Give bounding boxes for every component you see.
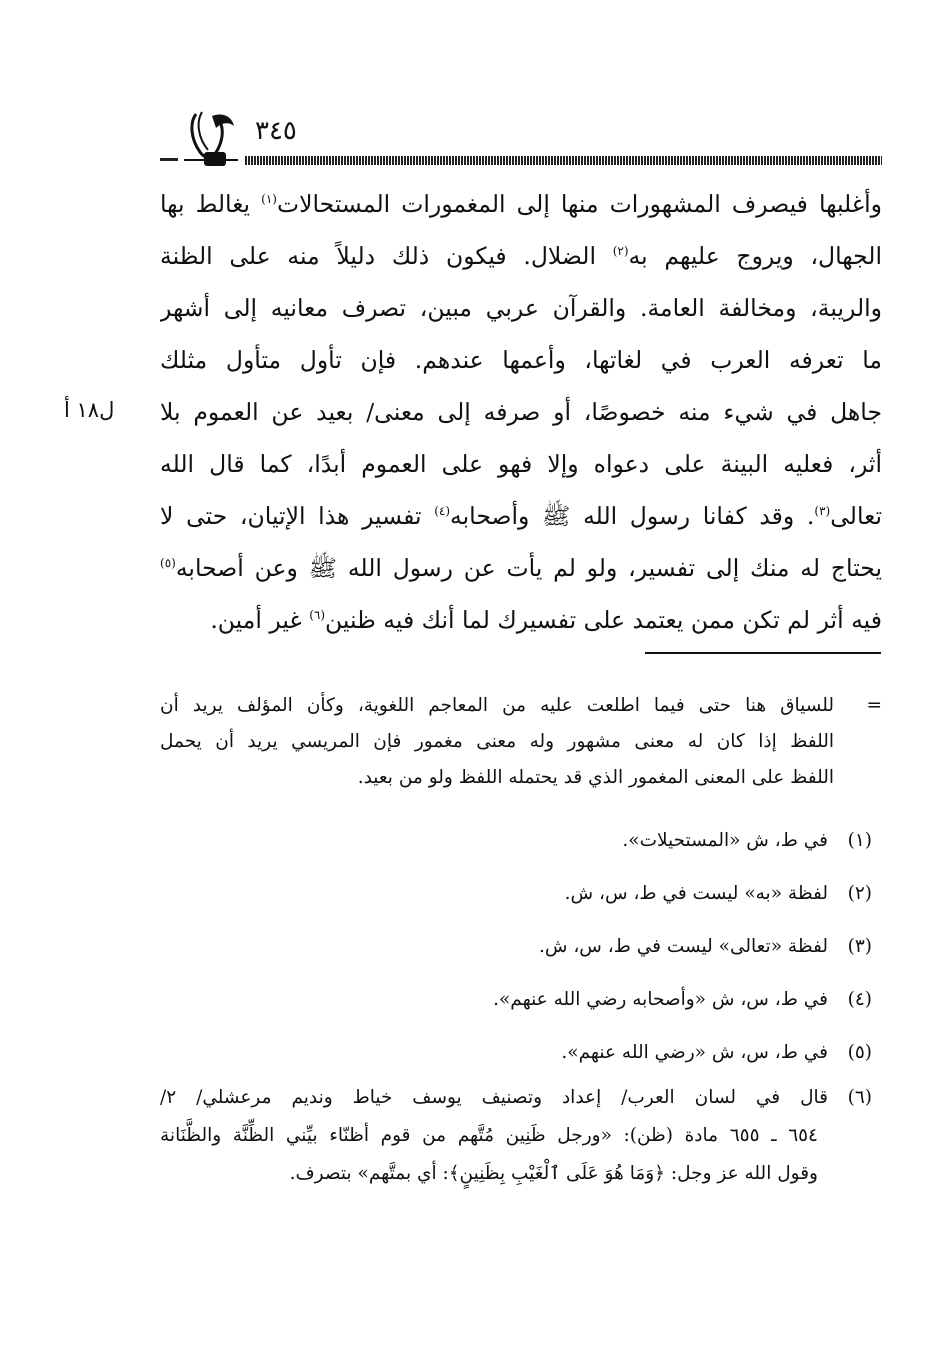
text-segment: وأغلبها فيصرف المشهورات منها إلى المغمورات المستحالات — [276, 190, 882, 218]
footnote-text: في ط، س، ش «رضي الله عنهم». — [561, 1042, 828, 1063]
footnote-text: في ط، ش «المستحيلات». — [622, 830, 828, 851]
quill-inkwell-icon — [182, 108, 240, 168]
footnote-text: لفظة «تعالى» ليست في ط، س، ش. — [538, 936, 828, 957]
text-line — [160, 490, 882, 542]
footnote-item — [160, 1026, 882, 1079]
footnote-item — [160, 1079, 882, 1193]
header-rule-left — [160, 158, 178, 161]
footnote-number: (٦) — [847, 1087, 872, 1108]
text-segment: غير أمين. — [210, 606, 302, 634]
text-line: ما تعرفه العرب في لغاتها، وأعمها عندهم. فإن تأول متأول مثلك — [160, 346, 882, 374]
continuation-marker: = — [866, 695, 882, 716]
footnote-line: اللفظ إذا كان له معنى مشهور وله معنى مغمور فإن المريسي يريد أن يحمل — [160, 731, 834, 752]
footnote-item — [160, 920, 882, 973]
text-line: جاهل في شيء منه خصوصًا، أو صرفه إلى معنى/ بعيد عن العموم بلا — [160, 398, 882, 426]
footnote-item — [160, 814, 882, 867]
footnote-marker: (٤) — [434, 504, 451, 519]
footnote-line: للسياق هنا حتى فيما اطلعت عليه من المعاجم اللغوية، وكأن المؤلف يريد أن — [160, 695, 834, 716]
page-number: ٣٤٥ — [255, 116, 297, 146]
footnotes — [160, 688, 882, 1193]
text-line: والريبة، ومخالفة العامة. والقرآن عربي مبين، تصرف معانيه إلى أشهر — [160, 294, 882, 322]
footnote-marker: (٣) — [814, 504, 831, 519]
text-segment: يغالط بها — [160, 190, 251, 218]
footnote-marker: (٢) — [612, 244, 629, 259]
text-line — [160, 542, 882, 594]
footnote-separator — [645, 652, 881, 654]
text-segment: يحتاج له منك إلى تفسير، ولو لم يأت عن رسول الله ﷺ وعن أصحابه — [175, 554, 882, 582]
manuscript-folio-note: ل١٨ أ — [64, 398, 115, 422]
text-segment: فيه أثر لم تكن ممن يعتمد على تفسيرك لما أنك فيه ظنين — [325, 606, 882, 634]
footnote-number: (٤) — [847, 989, 872, 1010]
footnote-text: في ط، س، ش «وأصحابه رضي الله عنهم». — [493, 989, 828, 1010]
footnote-line: ٦٥٤ ـ ٦٥٥ مادة (ظن): «ورجل ظَنِين مُتَّهم من قوم أظنّاء بيِّني الظِّنَّة والظَّنَانة — [160, 1125, 818, 1146]
footnote-marker: (٦) — [309, 608, 326, 623]
footnote-marker: (١) — [261, 192, 277, 207]
text-line — [160, 594, 882, 646]
footnote-number: (٢) — [847, 883, 872, 904]
footnote-marker: (٥) — [160, 556, 176, 571]
text-segment: الضلال. فيكون ذلك دليلاً منه على الظنة — [160, 242, 596, 270]
footnote-number: (٣) — [847, 936, 872, 957]
footnote-line — [160, 1079, 872, 1117]
footnote-line: اللفظ على المعنى المغمور الذي قد يحتمله اللفظ ولو من بعيد. — [357, 767, 834, 788]
text-line: أثر، فعليه البينة على دعواه وإلا فهو على العموم أبدًا، كما قال الله — [160, 450, 882, 478]
footnote-item — [160, 973, 882, 1026]
footnote-line: وقول الله عز وجل: ﴿وَمَا هُوَ عَلَى ٱلْغَيْبِ بِظَنِينٍ﴾: أي بمتَّهم» بتصرف. — [289, 1163, 818, 1184]
footnote-number: (١) — [847, 830, 872, 851]
footnote-item — [160, 867, 882, 920]
page-header — [160, 108, 882, 170]
footnote-number: (٥) — [847, 1042, 872, 1063]
text-line — [160, 230, 882, 282]
main-text — [160, 178, 882, 646]
text-segment: تفسير هذا الإتيان، حتى لا — [160, 502, 422, 530]
text-line — [160, 178, 882, 230]
header-rule — [245, 156, 882, 165]
text-segment: . وقد كفانا رسول الله ﷺ وأصحابه — [450, 502, 815, 530]
footnote-continuation — [160, 688, 882, 796]
footnote-text: قال في لسان العرب/ إعداد وتصنيف يوسف خياط ونديم مرعشلي/ ٢/ — [160, 1087, 828, 1108]
footnote-text: لفظة «به» ليست في ط، س، ش. — [564, 883, 828, 904]
text-segment: تعالى — [830, 502, 882, 530]
text-segment: الجهال، ويروج عليهم به — [628, 242, 882, 270]
